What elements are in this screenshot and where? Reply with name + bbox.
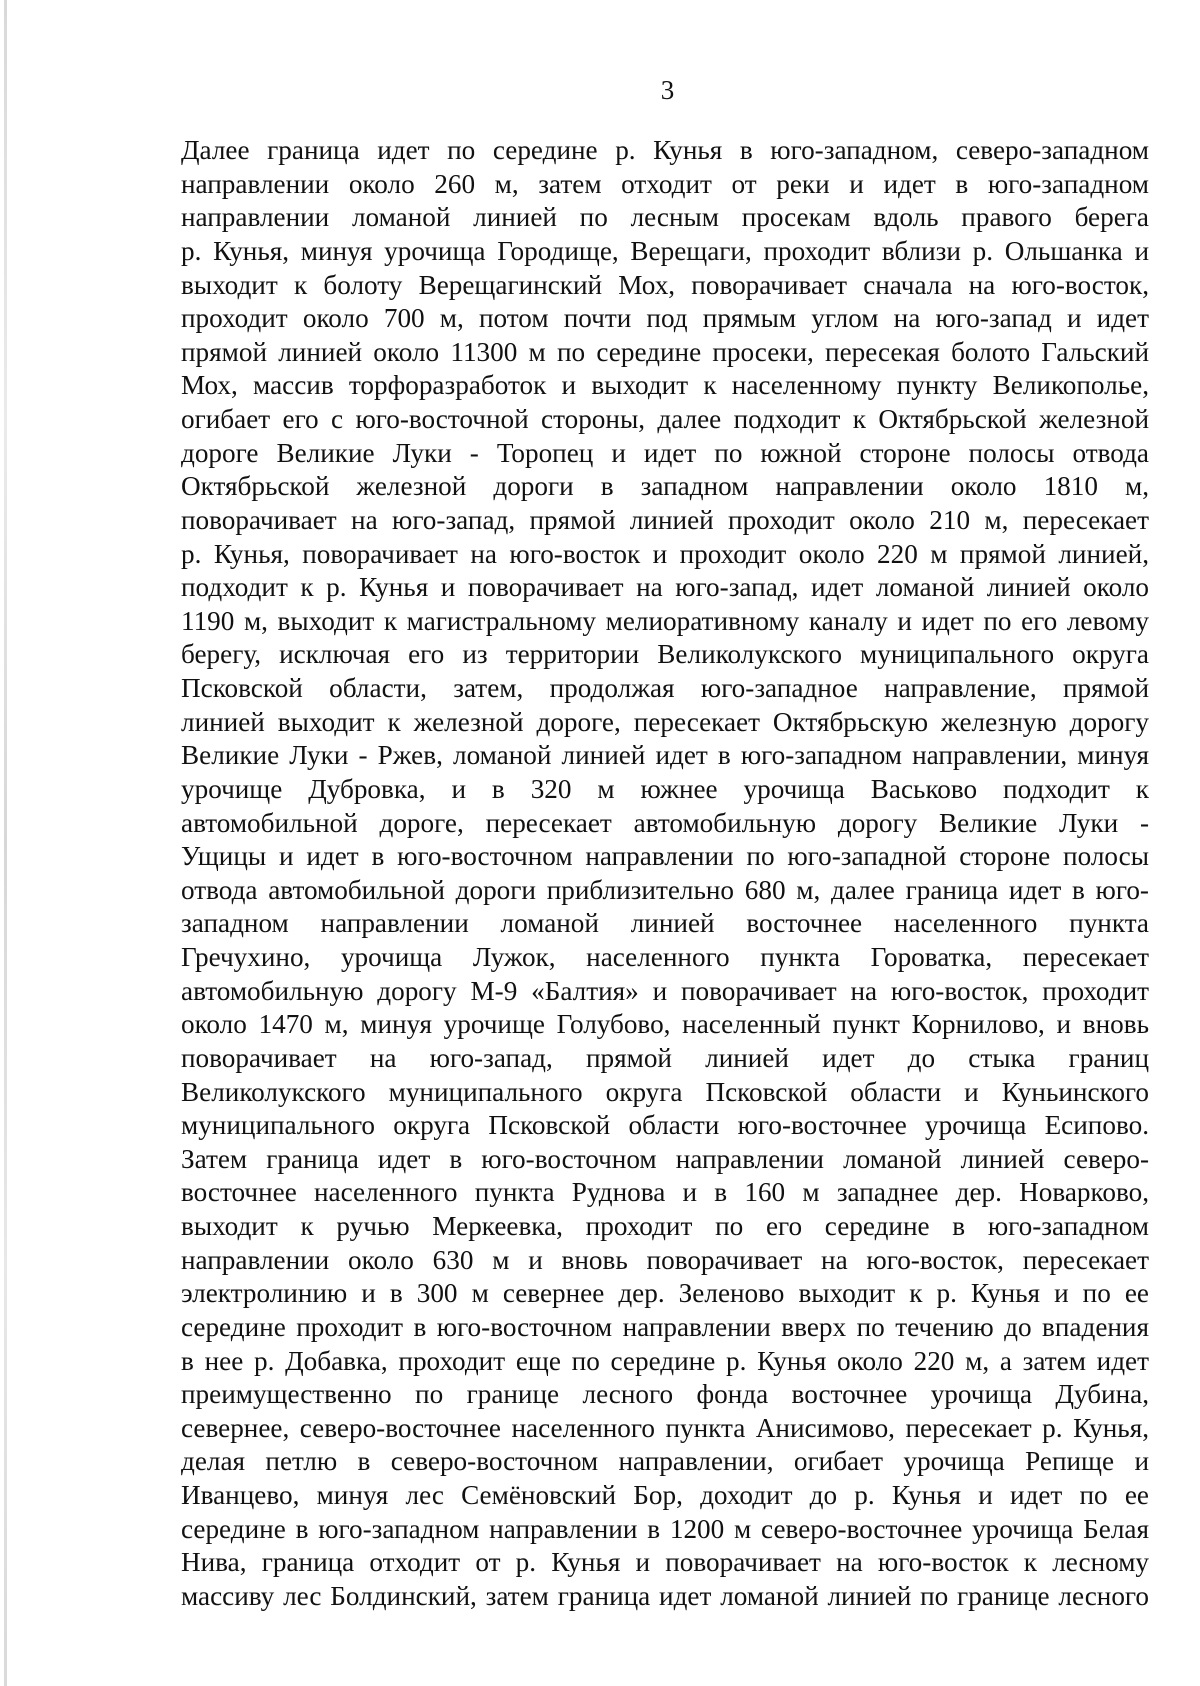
text-line: поворачивает на юго-запад, прямой линией проходит около 210 м, пересекает — [181, 504, 1149, 535]
text-line: преимущественно по границе лесного фонда восточнее урочища Дубина, — [181, 1379, 1149, 1410]
text-line: западном направлении ломаной линией восточнее населенного пункта — [181, 908, 1149, 939]
text-line: в нее р. Добавка, проходит еще по середине р. Кунья около 220 м, а затем идет — [181, 1345, 1149, 1376]
text-line: Псковской области, затем, продолжая юго-западное направление, прямой — [181, 673, 1149, 703]
text-line: Иванцево, минуя лес Семёновский Бор, доходит до р. Кунья и идет по ее — [181, 1480, 1149, 1510]
scan-edge-shadow — [4, 0, 7, 1686]
text-line: р. Кунья, поворачивает на юго-восток и проходит около 220 м прямой линией, — [181, 538, 1149, 569]
text-line: линией выходит к железной дороге, пересекает Октябрьскую железную дорогу — [181, 706, 1149, 737]
text-line: подходит к р. Кунья и поворачивает на юго-запад, идет ломаной линией около — [181, 572, 1149, 603]
text-line: берегу, исключая его из территории Великолукского муниципального округа — [181, 639, 1149, 670]
page-number: 3 — [660, 75, 675, 105]
text-line: прямой линией около 11300 м по середине просеки, пересекая болото Гальский — [181, 336, 1149, 367]
text-line: р. Кунья, минуя урочища Городище, Верещаги, проходит вблизи р. Ольшанка и — [181, 235, 1149, 266]
text-line: направлении около 260 м, затем отходит от реки и идет в юго-западном — [181, 168, 1149, 199]
text-line: севернее, северо-восточнее населенного пункта Анисимово, пересекает р. Кунья, — [181, 1412, 1149, 1443]
text-line: Мох, массив торфоразработок и выходит к населенному пункту Великополье, — [181, 370, 1149, 401]
text-line: выходит к ручью Меркеевка, проходит по его середине в юго-западном — [181, 1211, 1149, 1241]
text-line: Октябрьской железной дороги в западном направлении около 1810 м, — [181, 471, 1149, 502]
text-line: отвода автомобильной дороги приблизительно 680 м, далее граница идет в юго- — [181, 874, 1149, 905]
text-line: Ущицы и идет в юго-восточном направлении по юго-западной стороне полосы — [181, 841, 1149, 872]
text-line: выходит к болоту Верещагинский Мох, поворачивает сначала на юго-восток, — [181, 269, 1149, 300]
text-line: делая петлю в северо-восточном направлении, огибает урочища Репище и — [181, 1446, 1149, 1477]
text-line: 1190 м, выходит к магистральному мелиоративному каналу и идет по его левому — [181, 605, 1149, 636]
text-line: электролинию и в 300 м севернее дер. Зеленово выходит к р. Кунья и по ее — [181, 1278, 1149, 1309]
text-line: восточнее населенного пункта Руднова и в 160 м западнее дер. Новарково, — [181, 1177, 1149, 1208]
text-line: середине в юго-западном направлении в 1200 м северо-восточнее урочища Белая — [181, 1513, 1149, 1544]
text-line: около 1470 м, минуя урочище Голубово, населенный пункт Корнилово, и вновь — [181, 1009, 1149, 1040]
text-line: направлении ломаной линией по лесным просекам вдоль правого берега — [181, 202, 1149, 233]
text-line: Далее граница идет по середине р. Кунья в юго-западном, северо-западном — [181, 135, 1149, 165]
text-line: середине проходит в юго-восточном направлении вверх по течению до впадения — [181, 1311, 1149, 1342]
text-line: Гречухино, урочища Лужок, населенного пункта Гороватка, пересекает — [181, 942, 1149, 972]
text-line: урочище Дубровка, и в 320 м южнее урочища Васьково подходит к — [181, 773, 1149, 804]
text-line: Великолукского муниципального округа Псковской области и Куньинского — [181, 1076, 1149, 1107]
text-line: Великие Луки - Ржев, ломаной линией идет в юго-западном направлении, минуя — [181, 740, 1149, 771]
text-line: дороге Великие Луки - Торопец и идет по южной стороне полосы отвода — [181, 437, 1149, 468]
text-line: проходит около 700 м, потом почти под прямым углом на юго-запад и идет — [181, 303, 1149, 334]
text-line: массиву лес Болдинский, затем граница идет ломаной линией по границе лесного — [181, 1580, 1149, 1611]
text-line: Нива, граница отходит от р. Кунья и поворачивает на юго-восток к лесному — [181, 1547, 1149, 1578]
body-paragraph — [181, 134, 1149, 1614]
text-line: Затем граница идет в юго-восточном направлении ломаной линией северо- — [181, 1143, 1149, 1174]
text-line: поворачивает на юго-запад, прямой линией идет до стыка границ — [181, 1042, 1149, 1073]
text-line: направлении около 630 м и вновь поворачивает на юго-восток, пересекает — [181, 1244, 1149, 1275]
text-line: муниципального округа Псковской области юго-восточнее урочища Есипово. — [181, 1110, 1149, 1141]
text-line: автомобильную дорогу М-9 «Балтия» и поворачивает на юго-восток, проходит — [181, 975, 1149, 1006]
text-line: огибает его с юго-восточной стороны, далее подходит к Октябрьской железной — [181, 404, 1149, 434]
text-line: автомобильной дороге, пересекает автомобильную дорогу Великие Луки - — [181, 807, 1149, 838]
